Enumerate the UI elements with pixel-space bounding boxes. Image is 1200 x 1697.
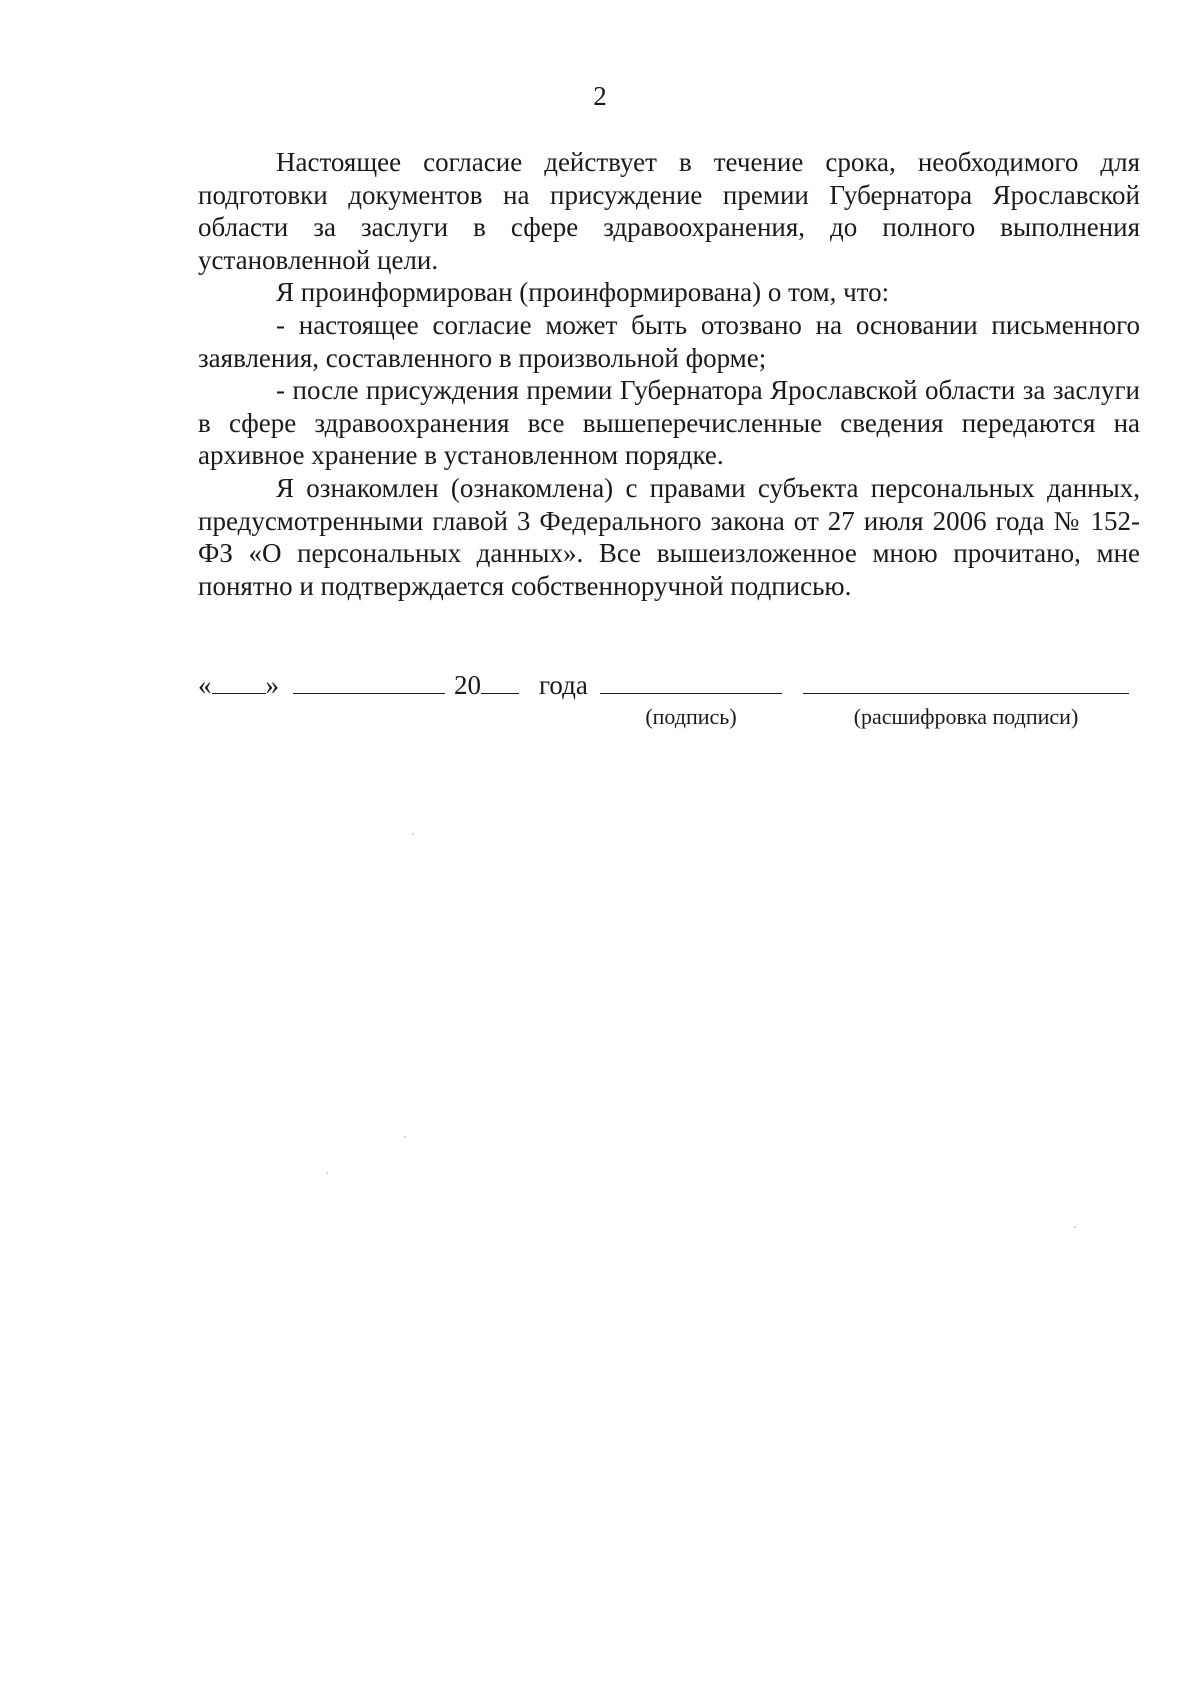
day-blank[interactable]: [212, 669, 266, 694]
paragraph-informed: Я проинформирован (проинформирована) о том, что:: [276, 277, 890, 308]
scan-speck: [412, 833, 414, 835]
scan-speck: [326, 1172, 328, 1174]
decoding-field[interactable]: [803, 668, 1129, 702]
scan-speck: [404, 1136, 406, 1138]
month-field[interactable]: [293, 668, 445, 702]
decoding-caption: (расшифровка подписи): [853, 704, 1079, 729]
year-word: года: [539, 670, 588, 700]
open-quote: «: [198, 670, 212, 700]
month-blank[interactable]: [293, 669, 445, 694]
year-blank[interactable]: [481, 669, 519, 694]
decoding-blank[interactable]: [803, 669, 1129, 694]
paragraph-acknowledgement: Я ознакомлен (ознакомлена) с правами субъекта персональных данных, предусмотренными главой 3 Федерального закона от 27 июля 2006 года № 152-ФЗ «О персональных данных». Все вышеизложенное мною прочитано, мне понятно и подтверждается собственноручной подписью.: [198, 472, 1140, 601]
signature-field[interactable]: [600, 668, 782, 702]
paragraph-archive: - после присуждения премии Губернатора Ярославской области за заслуги в сфере здравоохранения все вышеперечисленные сведения передаются на архивное хранение в установленном порядке.: [198, 375, 1140, 471]
year-field[interactable]: [454, 668, 519, 702]
signature-caption: (подпись): [645, 704, 737, 729]
signature-blank[interactable]: [600, 669, 782, 694]
day-field[interactable]: [198, 668, 279, 702]
paragraph-revocation: - настоящее согласие может быть отозвано на основании письменного заявления, составленного в произвольной форме;: [198, 309, 1140, 373]
scan-speck: [1074, 1226, 1076, 1228]
year-prefix: 20: [454, 670, 481, 700]
signature-line: [198, 668, 1140, 704]
paragraph-validity: Настоящее согласие действует в течение срока, необходимого для подготовки документов на присуждение премии Губернатора Ярославской области за заслуги в сфере здравоохранения, до полного выполнения установленной цели.: [198, 147, 1140, 275]
close-quote: »: [265, 670, 279, 700]
consent-text: [198, 146, 1140, 602]
page-number: 2: [593, 81, 607, 111]
